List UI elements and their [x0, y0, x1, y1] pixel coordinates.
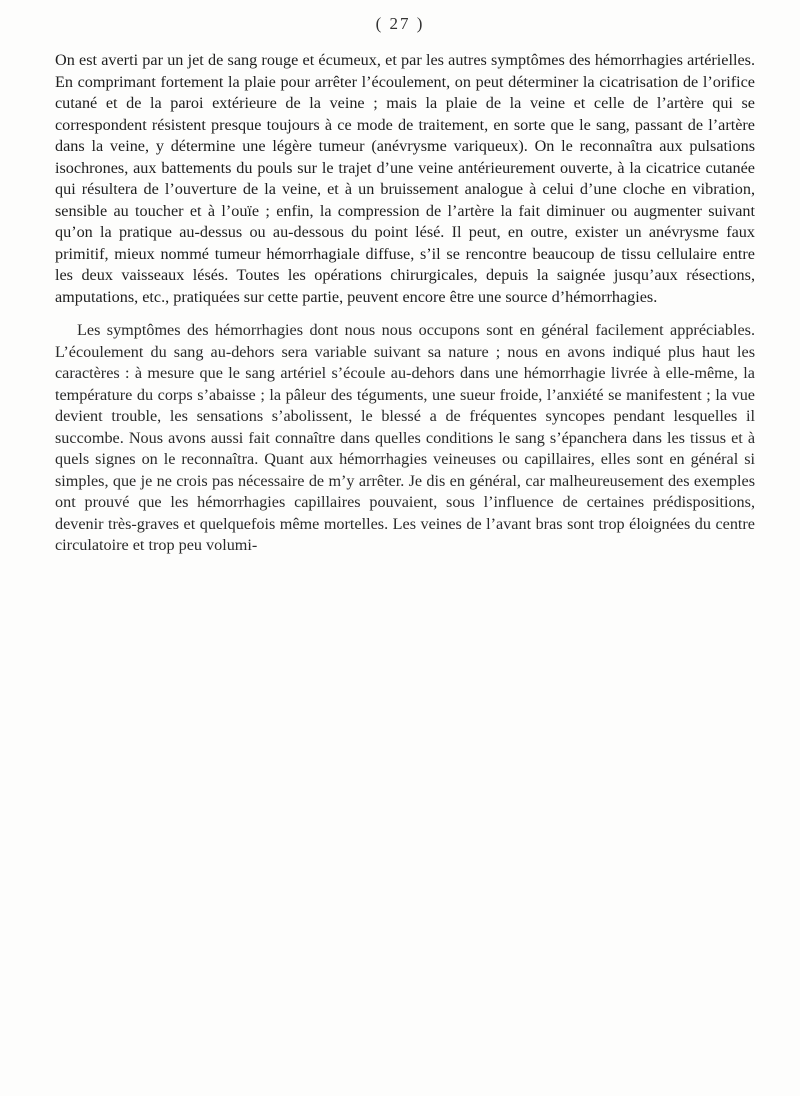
- paragraph-symptoms: Les symptômes des hémorrhagies dont nous nous occupons sont en général facilement appréciables. L’écoulement du sang au-dehors sera variable suivant sa nature ; nous en avons indiqué plus haut les caractères : à mesure que le sang artériel s’écoule au-dehors dans une hémorrhagie livrée à elle-même, la température du corps s’abaisse ; la pâleur des téguments, une sueur froide, l’anxiété se manifestent ; la vue devient trouble, les sensations s’abolissent, le blessé a de fréquentes syncopes pendant lesquelles il succombe. Nous avons aussi fait connaître dans quelles conditions le sang s’épanchera dans les tissus et à quels signes on le reconnaîtra. Quant aux hémorrhagies veineuses ou capillaires, elles sont en général si simples, que je ne crois pas nécessaire de m’y arrêter. Je dis en général, car malheureusement des exemples ont prouvé que les hémorrhagies capillaires pouvaient, sous l’influence de certaines prédispositions, devenir très-graves et quelquefois même mortelles. Les veines de l’avant bras sont trop éloignées du centre circulatoire et trop peu volumi-: [55, 321, 755, 554]
- body-text: [55, 50, 755, 557]
- page-number: ( 27 ): [375, 14, 425, 33]
- paragraph-arterial-hemorrhage: On est averti par un jet de sang rouge et écumeux, et par les autres symptômes des hémorrhagies artérielles. En comprimant fortement la plaie pour arrêter l’écoulement, on peut déterminer la cicatrisation de l’orifice cutané et de la paroi extérieure de la veine ; mais la plaie de la veine et celle de l’artère qui se correspondent résistent presque toujours à ce mode de traitement, en sorte que le sang, passant de l’artère dans la veine, y détermine une légère tumeur (anévrysme variqueux). On le reconnaîtra aux pulsations isochrones, aux battements du pouls sur le trajet d’une veine antérieurement ouverte, à la cicatrice cutanée qui résultera de l’ouverture de la veine, et à un bruissement analogue à celui d’une cloche en vibration, sensible au toucher et à l’ouïe ; enfin, la compression de l’artère la fait diminuer ou augmenter suivant qu’on la pratique au-dessus ou au-dessous du point lésé. Il peut, en outre, exister un anévrysme faux primitif, mieux nommé tumeur hémorrhagiale diffuse, s’il se rencontre beaucoup de tissu cellulaire entre les deux vaisseaux lésés. Toutes les opérations chirurgicales, depuis la saignée jusqu’aux résections, amputations, etc., pratiquées sur cette partie, peuvent encore être une source d’hémorrhagies.: [55, 51, 755, 306]
